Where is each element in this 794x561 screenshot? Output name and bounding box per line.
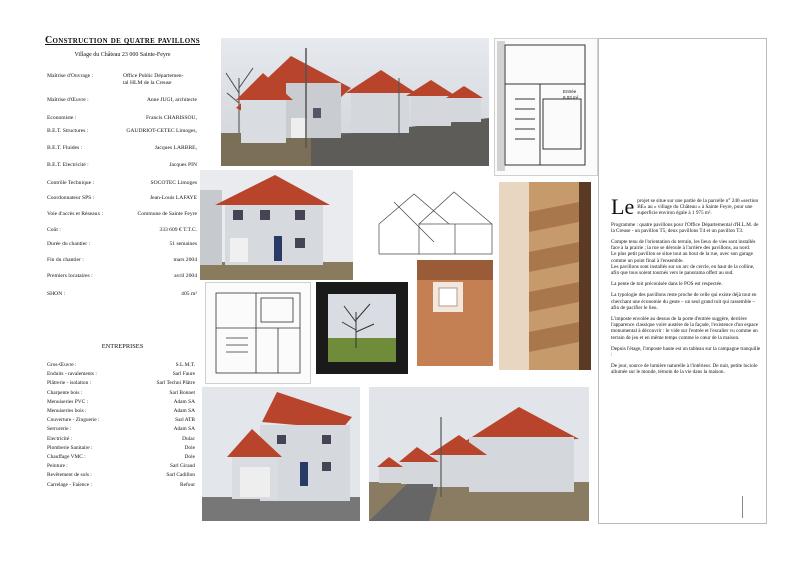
photo-house-front xyxy=(200,170,353,280)
paragraph-intro: projet se situe sur une partie de la parcelle n° 240 «section BE» au « village du Château » à Sainte Feyre, pour une superficie environ égale à 1 975 m². xyxy=(637,198,759,217)
photo-street-top xyxy=(221,38,489,166)
info-value: 405 m² xyxy=(181,291,197,297)
entreprise-trade: Peinture : xyxy=(47,463,68,470)
entreprise-trade: Charpente bois : xyxy=(47,389,83,396)
plan-label-area: 8,03 m² xyxy=(563,95,579,100)
photo-house-garage xyxy=(202,387,360,521)
info-value: Jacques PIN xyxy=(169,162,197,168)
floor-plan-detail xyxy=(494,38,598,176)
info-value: Francis CHARISSOU, xyxy=(146,115,197,121)
info-label: Economiste : xyxy=(47,115,77,121)
info-label: B.E.T. Structures : xyxy=(47,128,89,134)
entreprises-title: ENTREPRISES xyxy=(101,343,144,350)
page-title: Construction de quatre pavillons xyxy=(44,35,200,46)
entreprise-trade: Plomberie Sanitaire : xyxy=(47,444,93,451)
paragraph-etage: Depuis l'étage, l'imposte haute est un tableau sur la campagne tranquille : xyxy=(611,345,761,359)
info-label: Durée du chantier : xyxy=(47,241,91,247)
entreprise-trade: Menuiseries bois : xyxy=(47,408,87,414)
photo-staircase xyxy=(499,182,591,370)
info-value: Anne JUGI, architecte xyxy=(146,97,197,103)
info-label: Coût : xyxy=(47,227,61,233)
info-value: Office Public Départemen- tal HLM de la Creuse xyxy=(123,73,184,86)
page-subtitle: Village du Château 23 000 Sainte-Feyre xyxy=(74,52,171,58)
info-value: 333 609 € T.T.C. xyxy=(159,227,197,233)
info-value: Jean-Louis LAFAYE xyxy=(149,195,197,201)
entreprise-company: Dole xyxy=(184,444,195,451)
info-value: Commune de Sainte Feyre xyxy=(137,211,197,217)
paragraph-orientation: Compte tenu de l'orientation du terrain, les lieux de vies sont installés face à la prairie ; la rue se déroule à l'arrière des pavillons, au nord. Le plus petit pavillon se situe tout au bout de la rue, avec son garage comme un point final à l'ensemble. Les pavillons sont installés sur un arc de cercle, en haut de la colline, afin que tous soient tournés vers le panorama offert au sud. xyxy=(611,239,756,277)
entreprise-company: Dole xyxy=(184,454,195,460)
section-drawing xyxy=(374,184,496,258)
entreprise-company: Sarl Techni Plâtre xyxy=(156,380,195,387)
info-value: 51 semaines xyxy=(169,241,197,247)
entreprise-company: Refour xyxy=(180,481,195,488)
entreprise-company: Dulac xyxy=(182,435,195,442)
entreprise-trade: Revêtement de sols : xyxy=(47,472,92,479)
dropcap: Le xyxy=(611,194,635,219)
entreprise-trade: Carrelage - Faïence : xyxy=(47,481,93,488)
entreprise-company: Sarl ATB xyxy=(175,417,195,424)
description-text xyxy=(611,194,761,381)
entreprise-trade: Gros-Œuvre : xyxy=(47,362,77,368)
info-value: GAUDRIOT-CETEC Limoges, xyxy=(126,128,197,134)
info-value: avril 2004 xyxy=(174,273,197,279)
entreprise-company: Sarl Bonnet xyxy=(169,389,195,396)
entreprise-company: Adam SA xyxy=(173,426,195,433)
info-label: B.E.T. Fluides : xyxy=(47,145,83,151)
floor-plan-main xyxy=(205,282,311,384)
entreprise-company: Sarl Cadillon xyxy=(166,472,195,479)
info-label: Maîtrise d'Ouvrage : xyxy=(47,73,94,79)
paragraph-pos: La pente de toit préconisée dans le POS est respectée. xyxy=(611,281,723,288)
entreprise-company: Sarl Giraud xyxy=(169,463,195,470)
entreprise-trade: Enduits - ravalements : xyxy=(47,371,97,378)
info-value: SOCOTEC Limoges xyxy=(150,180,197,186)
paragraph-imposte: L'imposte envolée au dessus de la porte d'entrée suggère, derrière l'apparence classique voire austère de la façade, l'existence d'un espace monumental à découvrir : le vide sur l'entrée et l'escalier vu comme un terrain de jeu et en même temps comme le cœur de la maison. xyxy=(611,316,759,341)
entreprise-company: Adam SA xyxy=(173,398,195,405)
info-label: Contrôle Technique : xyxy=(47,180,95,186)
info-label: Maîtrise d'Œuvre : xyxy=(47,97,89,103)
photo-window-view xyxy=(316,282,408,374)
paragraph-typologie: La typologie des pavillons reste proche de celle qui existe déjà tout en cherchant une économie du geste – un seul grand toit qui rassemble – afin de pacifier le lieu. xyxy=(611,292,757,311)
info-label: Coordonnateur SPS : xyxy=(47,195,95,201)
photo-street-bottom xyxy=(369,387,589,521)
info-value: mars 2004 xyxy=(173,257,197,263)
entreprise-trade: Electricité : xyxy=(47,435,72,442)
info-value: Jacques LARBRE, xyxy=(154,145,197,151)
entreprise-trade: Plâtrerie - isolation : xyxy=(47,380,92,387)
entreprise-trade: Serrurerie : xyxy=(47,426,72,433)
entreprise-trade: Chauffage VMC : xyxy=(47,454,86,460)
info-label: B.E.T. Electricité : xyxy=(47,162,89,168)
margin-mark xyxy=(742,496,757,518)
info-label: Premiers locataires : xyxy=(47,273,93,279)
info-label: SHON : xyxy=(47,291,66,297)
paragraph-jour-nuit: De jour, source de lumière naturelle à l'intérieur. De nuit, petite luciole allumée sur le monde, témoin de la vie dans la maison. xyxy=(611,363,758,376)
entreprise-company: Adam SA xyxy=(173,408,195,414)
paragraph-programme: Programme : quatre pavillons pour l'Office Départemental d'H.L.M. de la Creuse - un pavillon T5, deux pavillons T4 et un pavillon T3. xyxy=(611,221,759,234)
entreprise-trade: Menuiseries PVC : xyxy=(47,398,89,405)
info-label: Voie d'accès et Réseaux : xyxy=(47,211,104,217)
plan-label-entree: Entrée xyxy=(563,89,577,94)
info-label: Fin du chantier : xyxy=(47,257,84,263)
entreprise-company: S.L.M.T. xyxy=(175,362,195,368)
entreprise-company: Sarl Faure xyxy=(172,371,195,378)
photo-interior-window xyxy=(417,260,493,366)
entreprise-trade: Couverture - Zinguerie : xyxy=(47,417,100,424)
